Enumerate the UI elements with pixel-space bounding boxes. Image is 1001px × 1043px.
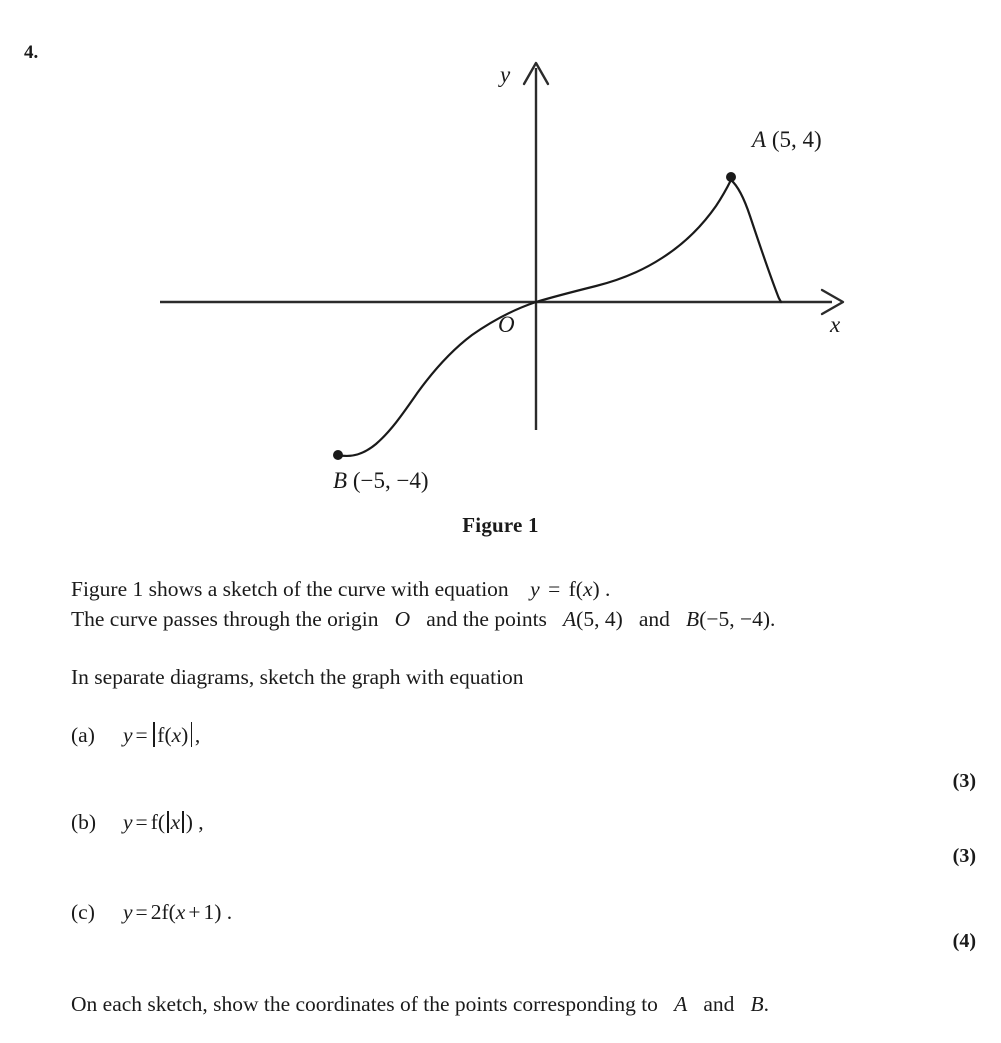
- part-c-trailer: .: [226, 900, 233, 924]
- closing-text-a: On each sketch, show the coordinates of the points corresponding to: [71, 992, 658, 1016]
- closing-point-b: B: [750, 992, 764, 1016]
- part-c-var: x: [175, 900, 186, 924]
- part-b-close-paren: ): [185, 810, 193, 834]
- intro-line-2-text-c: and: [638, 607, 670, 631]
- part-b-var: x: [170, 810, 181, 834]
- graph-svg: [0, 40, 1001, 500]
- part-b-lhs: y: [123, 810, 133, 834]
- abs-bar-open-icon: [167, 811, 169, 834]
- part-c-marks: (4): [952, 930, 976, 952]
- part-c-equation: [123, 900, 232, 925]
- part-a-row: [71, 722, 971, 748]
- part-b-trailer: ,: [198, 810, 204, 834]
- part-a-marks: (3): [952, 770, 976, 792]
- intro-point-a-symbol: A: [563, 607, 577, 631]
- part-c-equals: =: [135, 900, 148, 924]
- instruction-line: In separate diagrams, sketch the graph with equation: [71, 665, 524, 689]
- intro-point-a-coords: (5, 4): [576, 607, 623, 631]
- origin-label: O: [498, 312, 515, 337]
- intro-line-2: [71, 604, 775, 634]
- part-a-fn: f(: [157, 722, 172, 747]
- part-b-marks: (3): [952, 845, 976, 867]
- part-b-equals: =: [135, 810, 148, 834]
- part-b-fn: f(: [150, 810, 166, 834]
- intro-line-1-text: Figure 1 shows a sketch of the curve with equation: [71, 577, 509, 601]
- part-a-var: x: [171, 722, 182, 747]
- figure-caption: Figure 1: [462, 513, 539, 537]
- y-axis-label: y: [500, 62, 511, 87]
- part-c-tag: (c): [71, 900, 95, 924]
- part-a-equals: =: [135, 722, 148, 747]
- closing-line: [71, 989, 769, 1019]
- abs-bar-open-icon: [153, 722, 155, 747]
- point-b-marker: [333, 450, 343, 460]
- abs-bar-close-icon: [182, 811, 184, 834]
- part-a-trailer: ,: [194, 722, 201, 747]
- part-c-row: [71, 900, 971, 925]
- intro-eq-fn: f(: [568, 577, 583, 601]
- point-a-label: A (5, 4): [752, 127, 822, 152]
- closing-point-a: A: [674, 992, 688, 1016]
- part-a-close-paren: ): [181, 722, 189, 747]
- part-c-one-close: 1): [203, 900, 222, 924]
- intro-line-2-text-b: and the points: [426, 607, 547, 631]
- intro-eq-var: x: [582, 577, 593, 601]
- intro-eq-close: ): [592, 577, 600, 601]
- closing-and: and: [703, 992, 735, 1016]
- x-axis-label: x: [830, 312, 841, 337]
- question-number: 4.: [24, 42, 39, 63]
- point-a-marker: [726, 172, 736, 182]
- intro-line-1: [71, 574, 610, 604]
- intro-point-b-symbol: B: [686, 607, 700, 631]
- intro-origin-symbol: O: [394, 607, 411, 631]
- part-b-row: [71, 810, 971, 835]
- intro-eq-lhs: y: [530, 577, 540, 601]
- part-a-equation: [123, 722, 200, 748]
- part-c-coefficient-fn: 2f(: [150, 900, 176, 924]
- intro-line-2-text-a: The curve passes through the origin: [71, 607, 379, 631]
- part-a-lhs: y: [123, 722, 133, 747]
- part-b-equation: [123, 810, 204, 835]
- part-c-plus: +: [188, 900, 201, 924]
- intro-point-b-coords: (−5, −4).: [699, 607, 776, 631]
- intro-eq-operator: =: [548, 577, 561, 601]
- part-c-lhs: y: [123, 900, 133, 924]
- point-b-label: B (−5, −4): [333, 468, 429, 493]
- closing-period: .: [763, 992, 770, 1016]
- part-b-tag: (b): [71, 810, 97, 834]
- intro-eq-period: .: [605, 577, 611, 601]
- abs-bar-close-icon: [191, 722, 193, 747]
- part-a-tag: (a): [71, 722, 95, 747]
- curve-fx: [338, 180, 781, 456]
- figure-1-graph: [0, 40, 1001, 500]
